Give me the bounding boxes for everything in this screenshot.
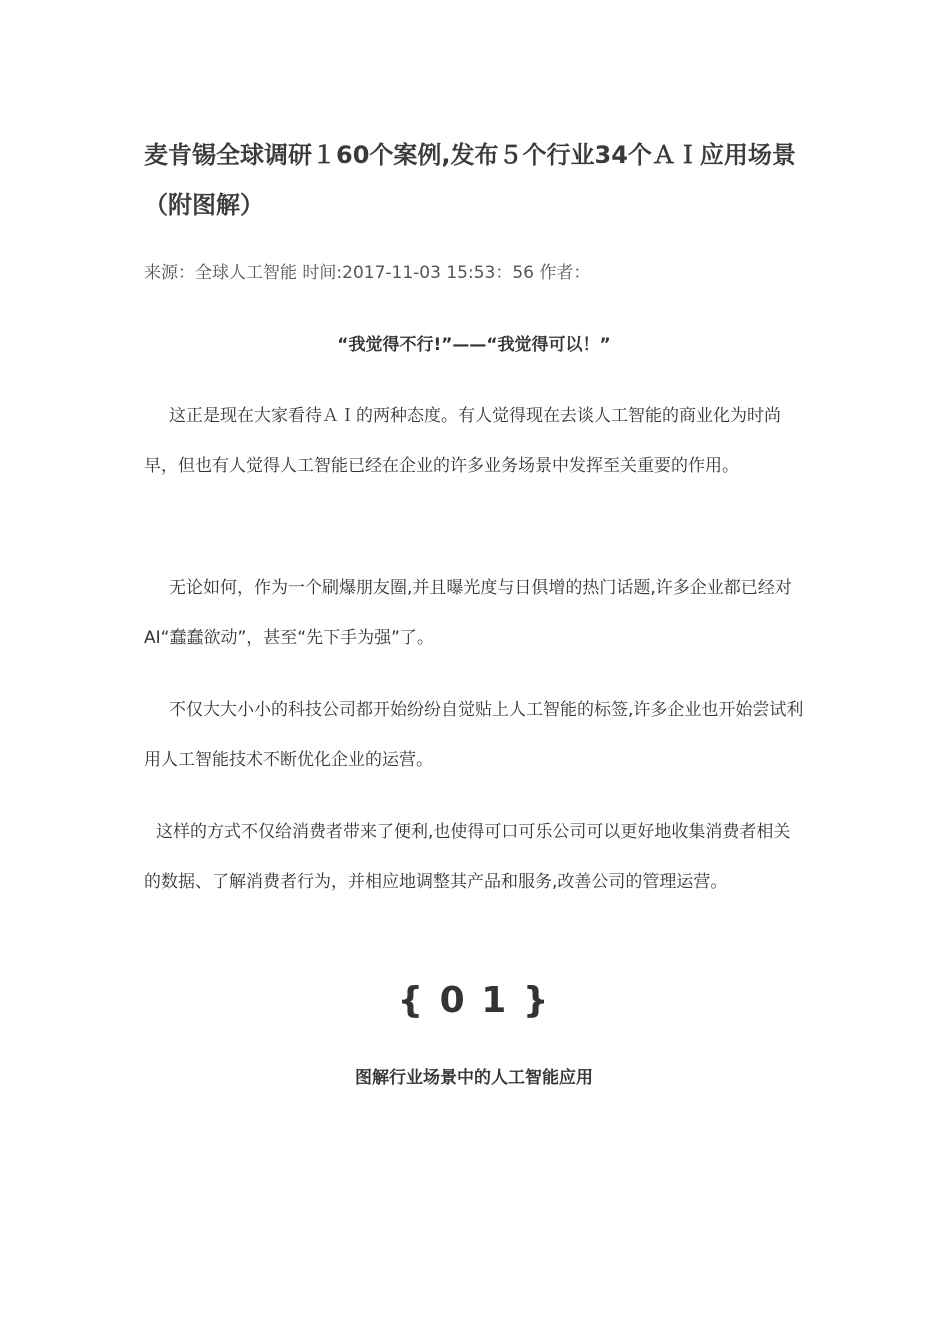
article-quote: “我觉得不行!”——“我觉得可以！”	[337, 335, 611, 355]
article-meta: 来源：全球人工智能 时间:2017-11-03 15:53：56 作者：	[144, 263, 591, 283]
brace-close: }	[522, 980, 551, 1021]
paragraph: 无论如何，作为一个刷爆朋友圈,并且曝光度与日俱增的热门话题,许多企业都已经对AI“蠢蠢欲动”，甚至“先下手为强”了。	[144, 578, 792, 648]
article-title: 麦肯锡全球调研１60个案例,发布５个行业34个ＡＩ应用场景（附图解）	[144, 141, 796, 219]
section-number-value: 0 1	[425, 980, 523, 1021]
paragraph: 这样的方式不仅给消费者带来了便利,也使得可口可乐公司可以更好地收集消费者相关的数据、了解消费者行为，并相应地调整其产品和服务,改善公司的管理运营。	[144, 822, 791, 892]
paragraph: 这正是现在大家看待ＡＩ的两种态度。有人觉得现在去谈人工智能的商业化为时尚早，但也有人觉得人工智能已经在企业的许多业务场景中发挥至关重要的作用。	[144, 406, 781, 476]
paragraph: 不仅大大小小的科技公司都开始纷纷自觉贴上人工智能的标签,许多企业也开始尝试利用人工智能技术不断优化企业的运营。	[144, 700, 804, 770]
brace-open: {	[397, 980, 426, 1021]
section-number	[144, 980, 804, 1021]
section-title: 图解行业场景中的人工智能应用	[355, 1068, 593, 1088]
